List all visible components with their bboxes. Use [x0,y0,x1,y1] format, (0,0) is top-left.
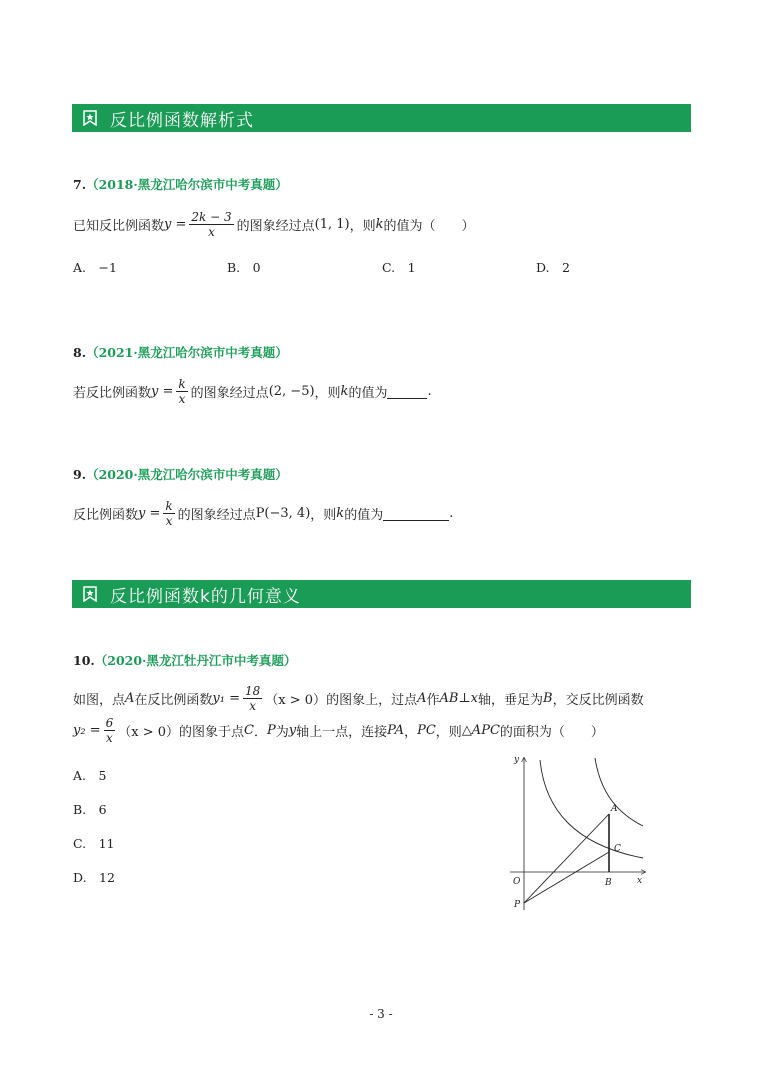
fraction: $\frac{2k - 3}{x}$ [191,210,232,239]
option-c: C. 11 [73,836,115,851]
bookmark-star-icon [82,586,98,602]
section-banner [72,104,691,132]
label-b: B [605,878,612,888]
geometry-figure [505,750,655,915]
option-b: B. 6 [73,802,107,817]
curve-y2 [540,760,643,858]
answer-blank[interactable] [387,384,427,399]
option-d: D. 12 [73,870,115,885]
question-text-line-1: 如图，点 A 在反比例函数 y₁ = $\frac{18}{x}$ （x > 0） 的图象上，过点 A 作 AB⊥x 轴，垂足为 B ，交反比例函数 [73,684,644,713]
question-source: （2018·黑龙江哈尔滨市中考真题） [86,177,288,192]
option-d: D. 2 [536,260,571,275]
question-header: 8.（2021·黑龙江哈尔滨市中考真题） [73,345,288,360]
section-title: 反比例函数k的几何意义 [110,586,301,607]
label-y: y [514,755,520,765]
fraction: $\frac{6}{x}$ [105,716,114,745]
question-header: 7.（2018·黑龙江哈尔滨市中考真题） [73,177,288,192]
label-x: x [637,876,643,886]
question-text: 已知反比例函数 y = $\frac{2k - 3}{x}$ 的图象经过点 (1, 1) ，则 k 的值为（ ） [73,210,475,239]
question-header: 9.（2020·黑龙江哈尔滨市中考真题） [73,467,288,482]
fraction: $\frac{k}{x}$ [178,377,186,406]
section-title: 反比例函数解析式 [110,110,254,131]
section-banner [72,580,691,608]
curve-y1 [595,758,643,826]
question-text: 反比例函数 y = $\frac{k}{x}$ 的图象经过点 P(−3, 4) ，则 k 的值为 . [73,499,454,528]
fraction: $\frac{18}{x}$ [245,684,261,713]
segment-pc [524,852,609,903]
question-text-line-2: y₂ = $\frac{6}{x}$ （x > 0） 的图象于点 C ． P 为 y 轴上一点，连接 PA ， PC ，则 △APC 的面积为（ ） [73,716,604,745]
label-a: A [611,804,618,814]
question-source: （2021·黑龙江哈尔滨市中考真题） [86,345,288,360]
bookmark-star-icon [82,110,98,126]
option-c: C. 1 [382,260,416,275]
option-a: A. −1 [73,260,117,275]
label-o: O [513,877,521,887]
segment-pa [524,814,609,903]
fraction: $\frac{k}{x}$ [165,499,173,528]
answer-blank[interactable] [383,506,449,521]
label-p: P [514,900,521,910]
question-text: 若反比例函数 y = $\frac{k}{x}$ 的图象经过点 (2, −5) ，则 k 的值为 . [73,377,432,406]
question-source: （2020·黑龙江哈尔滨市中考真题） [86,467,288,482]
label-c: C [614,844,621,854]
option-b: B. 0 [227,260,261,275]
question-source: （2020·黑龙江牡丹江市中考真题） [94,653,297,668]
page-number: - 3 - [369,1007,393,1021]
question-header: 10.（2020·黑龙江牡丹江市中考真题） [73,653,297,668]
option-a: A. 5 [73,768,107,783]
